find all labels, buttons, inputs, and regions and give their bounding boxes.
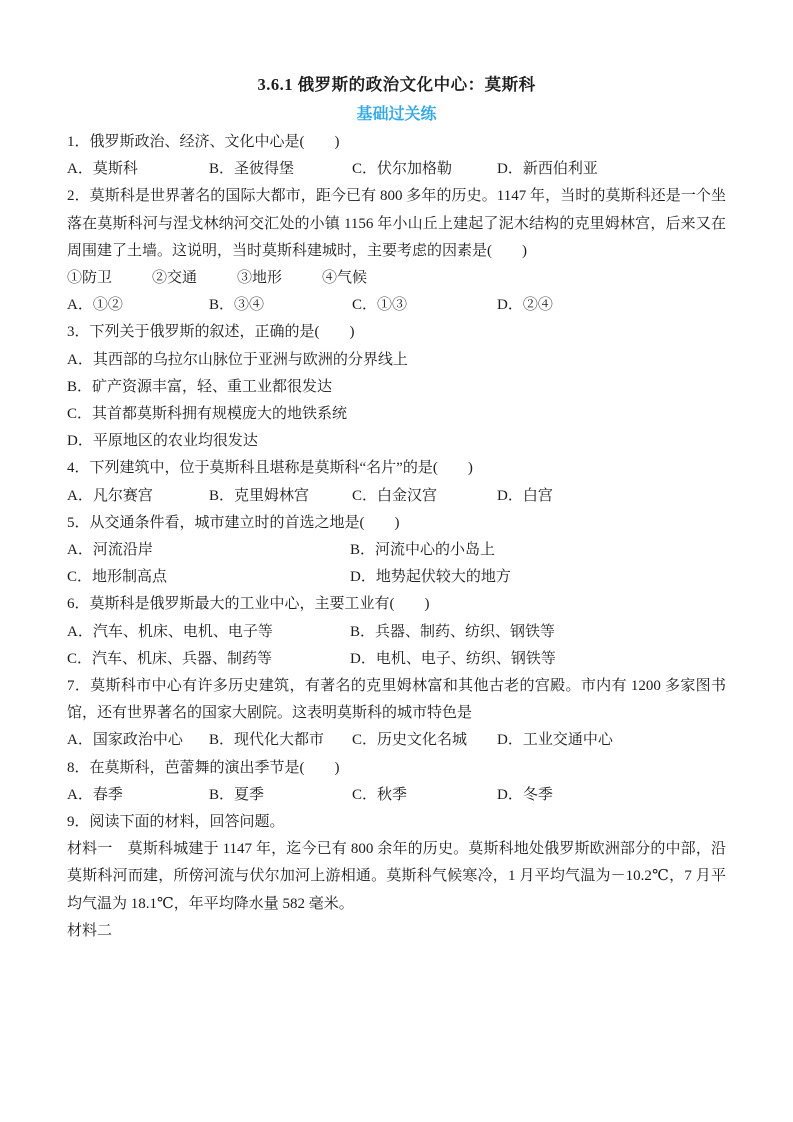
page-title: 3.6.1 俄罗斯的政治文化中心：莫斯科 [257,75,536,94]
question-3-option-b: B．矿产资源丰富，轻、重工业都很发达 [67,378,333,395]
question-4-option-c: C．白金汉宫 [352,487,438,504]
question-6-option-d: D．电机、电子、纺织、钢铁等 [350,650,556,667]
question-7-option-a: A．国家政治中心 [67,732,183,749]
section-header: 基础过关练 [356,106,437,123]
question-5-option-d: D．地势起伏较大的地方 [350,569,511,586]
question-6-options-row-1 [67,619,726,646]
worksheet-page [67,74,726,945]
question-8-options [67,782,726,809]
question-6-option-b: B．兵器、制药、纺织、钢铁等 [350,623,556,640]
question-6-option-c: C．汽车、机床、兵器、制药等 [67,650,273,667]
question-4-option-b: B．克里姆林宫 [209,487,310,504]
question-4-stem: 4．下列建筑中，位于莫斯科且堪称是莫斯科“名片”的是( ) [67,460,473,477]
question-2-option-b: B．③④ [209,297,265,314]
question-1-option-b: B．圣彼得堡 [209,161,295,178]
question-9-material-1: 材料一 莫斯科城建于 1147 年，迄今已有 800 余年的历史。莫斯科地处俄罗斯欧洲部分的中部，沿莫斯科河而建，所傍河流与伏尔加河上游相通。莫斯科气候寒冷，1 月平均气温为－10.2℃，7 月平均气温为 18.1℃，年平均降水量 582 毫米。 [67,841,726,912]
question-4-option-a: A．凡尔赛宫 [67,487,153,504]
question-6-option-a: A．汽车、机床、电机、电子等 [67,623,273,640]
question-1-option-a: A．莫斯科 [67,161,138,178]
question-list [67,129,726,945]
question-7-option-b: B．现代化大都市 [209,732,325,749]
question-5-option-a: A．河流沿岸 [67,542,153,559]
question-6-options-row-2 [67,646,726,673]
question-9-material-2: 材料二 [67,922,113,939]
question-2-option-c: C．①③ [352,297,408,314]
question-1-option-c: C．伏尔加格勒 [352,161,453,178]
question-4-option-d: D．白宫 [497,487,553,504]
question-5-options-row-2 [67,564,726,591]
question-2-item-3: ③地形 [237,270,283,287]
question-7-options [67,727,726,754]
question-5-stem: 5．从交通条件看，城市建立时的首选之地是( ) [67,514,400,531]
question-8-stem: 8．在莫斯科，芭蕾舞的演出季节是( ) [67,759,340,776]
question-3-stem: 3．下列关于俄罗斯的叙述，正确的是( ) [67,324,355,341]
question-3-option-a: A．其西部的乌拉尔山脉位于亚洲与欧洲的分界线上 [67,351,408,368]
question-6-stem: 6．莫斯科是俄罗斯最大的工业中心，主要工业有( ) [67,596,430,613]
question-8-option-b: B．夏季 [209,786,265,803]
question-1-option-d: D．新西伯利亚 [497,161,598,178]
question-8-option-c: C．秋季 [352,786,408,803]
question-1-options [67,156,726,183]
question-5-option-b: B．河流中心的小岛上 [350,542,496,559]
question-2-item-2: ②交通 [152,270,198,287]
question-2-item-4: ④气候 [322,270,368,287]
question-2-option-a: A．①② [67,297,123,314]
question-2-options [67,292,726,319]
question-4-options [67,483,726,510]
question-8-option-d: D．冬季 [497,786,553,803]
question-7-option-d: D．工业交通中心 [497,732,613,749]
question-2-option-d: D．②④ [497,297,553,314]
question-3-option-d: D．平原地区的农业均很发达 [67,433,258,450]
question-9-stem: 9．阅读下面的材料，回答问题。 [67,814,285,831]
question-7-option-c: C．历史文化名城 [352,732,468,749]
question-1-stem: 1．俄罗斯政治、经济、文化中心是( ) [67,134,340,150]
question-8-option-a: A．春季 [67,786,123,803]
question-3-option-c: C．其首都莫斯科拥有规模庞大的地铁系统 [67,406,348,423]
question-7-stem: 7．莫斯科市中心有许多历史建筑，有著名的克里姆林富和其他古老的宫殿。市内有 1200 多家图书馆，还有世界著名的国家大剧院。这表明莫斯科的城市特色是 [67,678,726,722]
question-5-option-c: C．地形制高点 [67,569,168,586]
question-2-item-1: ①防卫 [67,270,113,287]
question-2-stem: 2．莫斯科是世界著名的国际大都市，距今已有 800 多年的历史。1147 年，当时的莫斯科还是一个坐落在莫斯科河与涅戈林纳河交汇处的小镇 1156 年小山丘上建起了泥木结构的克里姆林宫，后来又在周围建了土墙。这说明，当时莫斯科建城时，主要考虑的因素是( ) [67,188,726,259]
question-5-options-row-1 [67,537,726,564]
question-2-numbered-items [67,265,726,292]
